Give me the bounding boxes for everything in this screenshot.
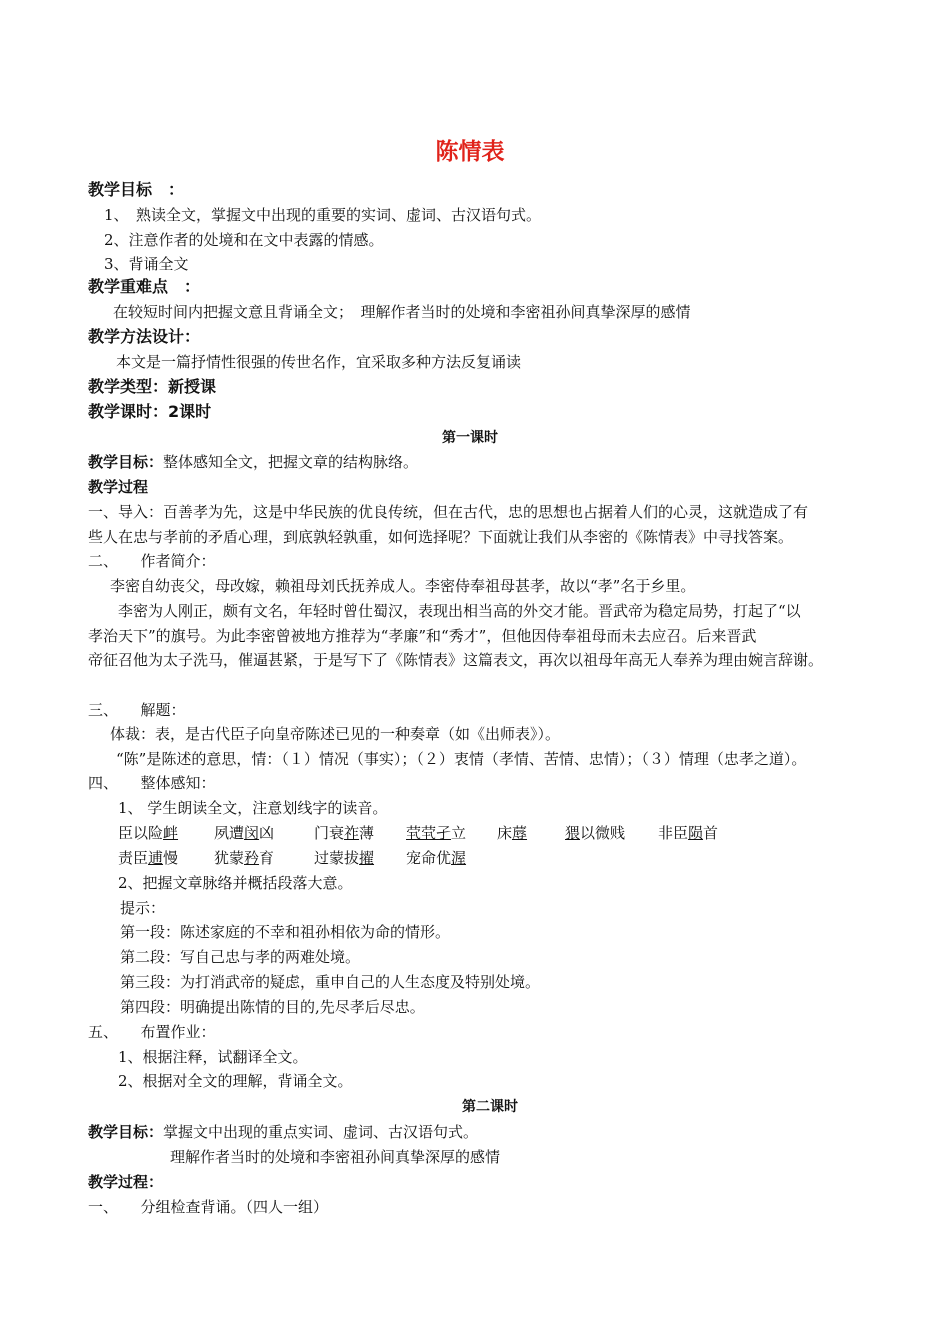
vocab-word: 夙遭闵凶 [214, 824, 275, 842]
title-explanation: 体裁：表，是古代臣子向皇帝陈述已见的一种奏章（如《出师表》）。 [110, 725, 561, 743]
overall-heading: 四、 整体感知： [88, 774, 216, 792]
lesson-hours: 教学课时：2课时 [88, 402, 212, 421]
paragraph-summary: 第二段：写自己忠与孝的两难处境。 [120, 948, 361, 966]
document-title: 陈情表 [435, 139, 505, 165]
intro-line: 一、导入：百善孝为先，这是中华民族的优良传统，但在古代，忠的思想也占据着人们的心灵，这就造成了有 [88, 503, 809, 521]
lesson1-process-heading: 教学过程 [88, 478, 149, 496]
author-paragraph: 李密为人刚正，颇有文名，年轻时曾仕蜀汉，表现出相当高的外交才能。晋武帝为稳定局势，打起了“以 [118, 602, 801, 620]
lesson1-title: 第一课时 [442, 430, 498, 446]
homework-item: 1、根据注释，试翻译全文。 [118, 1048, 308, 1066]
homework-item: 2、根据对全文的理解，背诵全文。 [118, 1072, 353, 1090]
intro-line: 些人在忠与孝前的矛盾心理，到底孰轻孰重，如何选择呢？下面就让我们从李密的《陈情表》中寻找答案。 [88, 528, 794, 546]
title-explanation-heading: 三、 解题： [88, 701, 186, 719]
vocab-word: 茕茕孑立 [406, 824, 467, 842]
title-explanation: “陈”是陈述的意思，情：（１）情况（事实）；（２）衷情（孝情、苦情、忠情）；（３）情理（忠孝之道）。 [116, 750, 807, 768]
objective-item: 2、注意作者的处境和在文中表露的情感。 [104, 231, 384, 249]
author-paragraph: 孝治天下”的旗号。为此李密曾被地方推荐为“孝廉”和“秀才”，但他因侍奉祖母而未去应召。后来晋武 [88, 627, 757, 645]
vocab-word: 责臣逋慢 [118, 849, 179, 867]
vocab-word: 非臣陨首 [658, 824, 719, 842]
author-paragraph: 帝征召他为太子洗马，催逼甚紧，于是写下了《陈情表》这篇表文，再次以祖母年高无人奉养为理由婉言辞谢。 [88, 651, 824, 669]
vocab-word: 猥以微贱 [565, 824, 626, 842]
lesson2-step: 一、 分组检查背诵。（四人一组） [88, 1198, 329, 1216]
vocab-word: 宠命优渥 [406, 849, 467, 867]
key-points-text: 在较短时间内把握文意且背诵全文； 理解作者当时的处境和李密祖孙间真挚深厚的感情 [113, 303, 691, 321]
paragraph-summary: 第四段：明确提出陈情的目的,先尽孝后尽忠。 [120, 998, 425, 1016]
lesson-type: 教学类型：新授课 [88, 377, 217, 396]
author-paragraph: 李密自幼丧父，母改嫁，赖祖母刘氏抚养成人。李密侍奉祖母甚孝，故以“孝”名于乡里。 [110, 577, 696, 595]
method-heading: 教学方法设计： [88, 327, 201, 346]
lesson2-title: 第二课时 [462, 1099, 518, 1115]
vocab-word: 床蓐 [497, 824, 528, 842]
key-points-heading: 教学重难点 ： [88, 277, 201, 296]
outline-instruction: 2、把握文章脉络并概括段落大意。 [118, 874, 353, 892]
lesson2-goal-label: 教学目标： [88, 1123, 164, 1141]
vocab-word: 犹蒙矜育 [214, 849, 275, 867]
paragraph-summary: 第三段：为打消武帝的疑虑，重申自己的人生态度及特别处境。 [120, 973, 541, 991]
objective-item: 3、背诵全文 [104, 255, 189, 273]
homework-heading: 五、 布置作业： [88, 1023, 216, 1041]
paragraph-summary: 第一段：陈述家庭的不幸和祖孙相依为命的情形。 [120, 923, 451, 941]
lesson1-goal-text: 整体感知全文，把握文章的结构脉络。 [163, 453, 419, 471]
lesson1-goal [88, 452, 418, 472]
author-heading: 二、 作者简介： [88, 552, 216, 570]
method-text: 本文是一篇抒情性很强的传世名作，宜采取多种方法反复诵读 [116, 353, 522, 371]
vocab-word: 门衰祚薄 [314, 824, 375, 842]
lesson2-goal [88, 1122, 478, 1142]
vocab-word: 过蒙拔擢 [314, 849, 375, 867]
lesson2-goal-text: 掌握文中出现的重点实词、虚词、古汉语句式。 [163, 1123, 479, 1141]
objective-item: 1、 熟读全文，掌握文中出现的重要的实词、虚词、古汉语句式。 [104, 206, 542, 224]
hint-label: 提示： [120, 899, 166, 917]
vocab-word: 臣以险衅 [118, 824, 179, 842]
objectives-heading: 教学目标 ： [88, 180, 185, 199]
lesson2-goal-text-2: 理解作者当时的处境和李密祖孙间真挚深厚的感情 [170, 1148, 501, 1166]
lesson2-process-heading: 教学过程： [88, 1173, 164, 1191]
read-instruction: 1、 学生朗读全文，注意划线字的读音。 [118, 799, 388, 817]
lesson1-goal-label: 教学目标： [88, 453, 164, 471]
